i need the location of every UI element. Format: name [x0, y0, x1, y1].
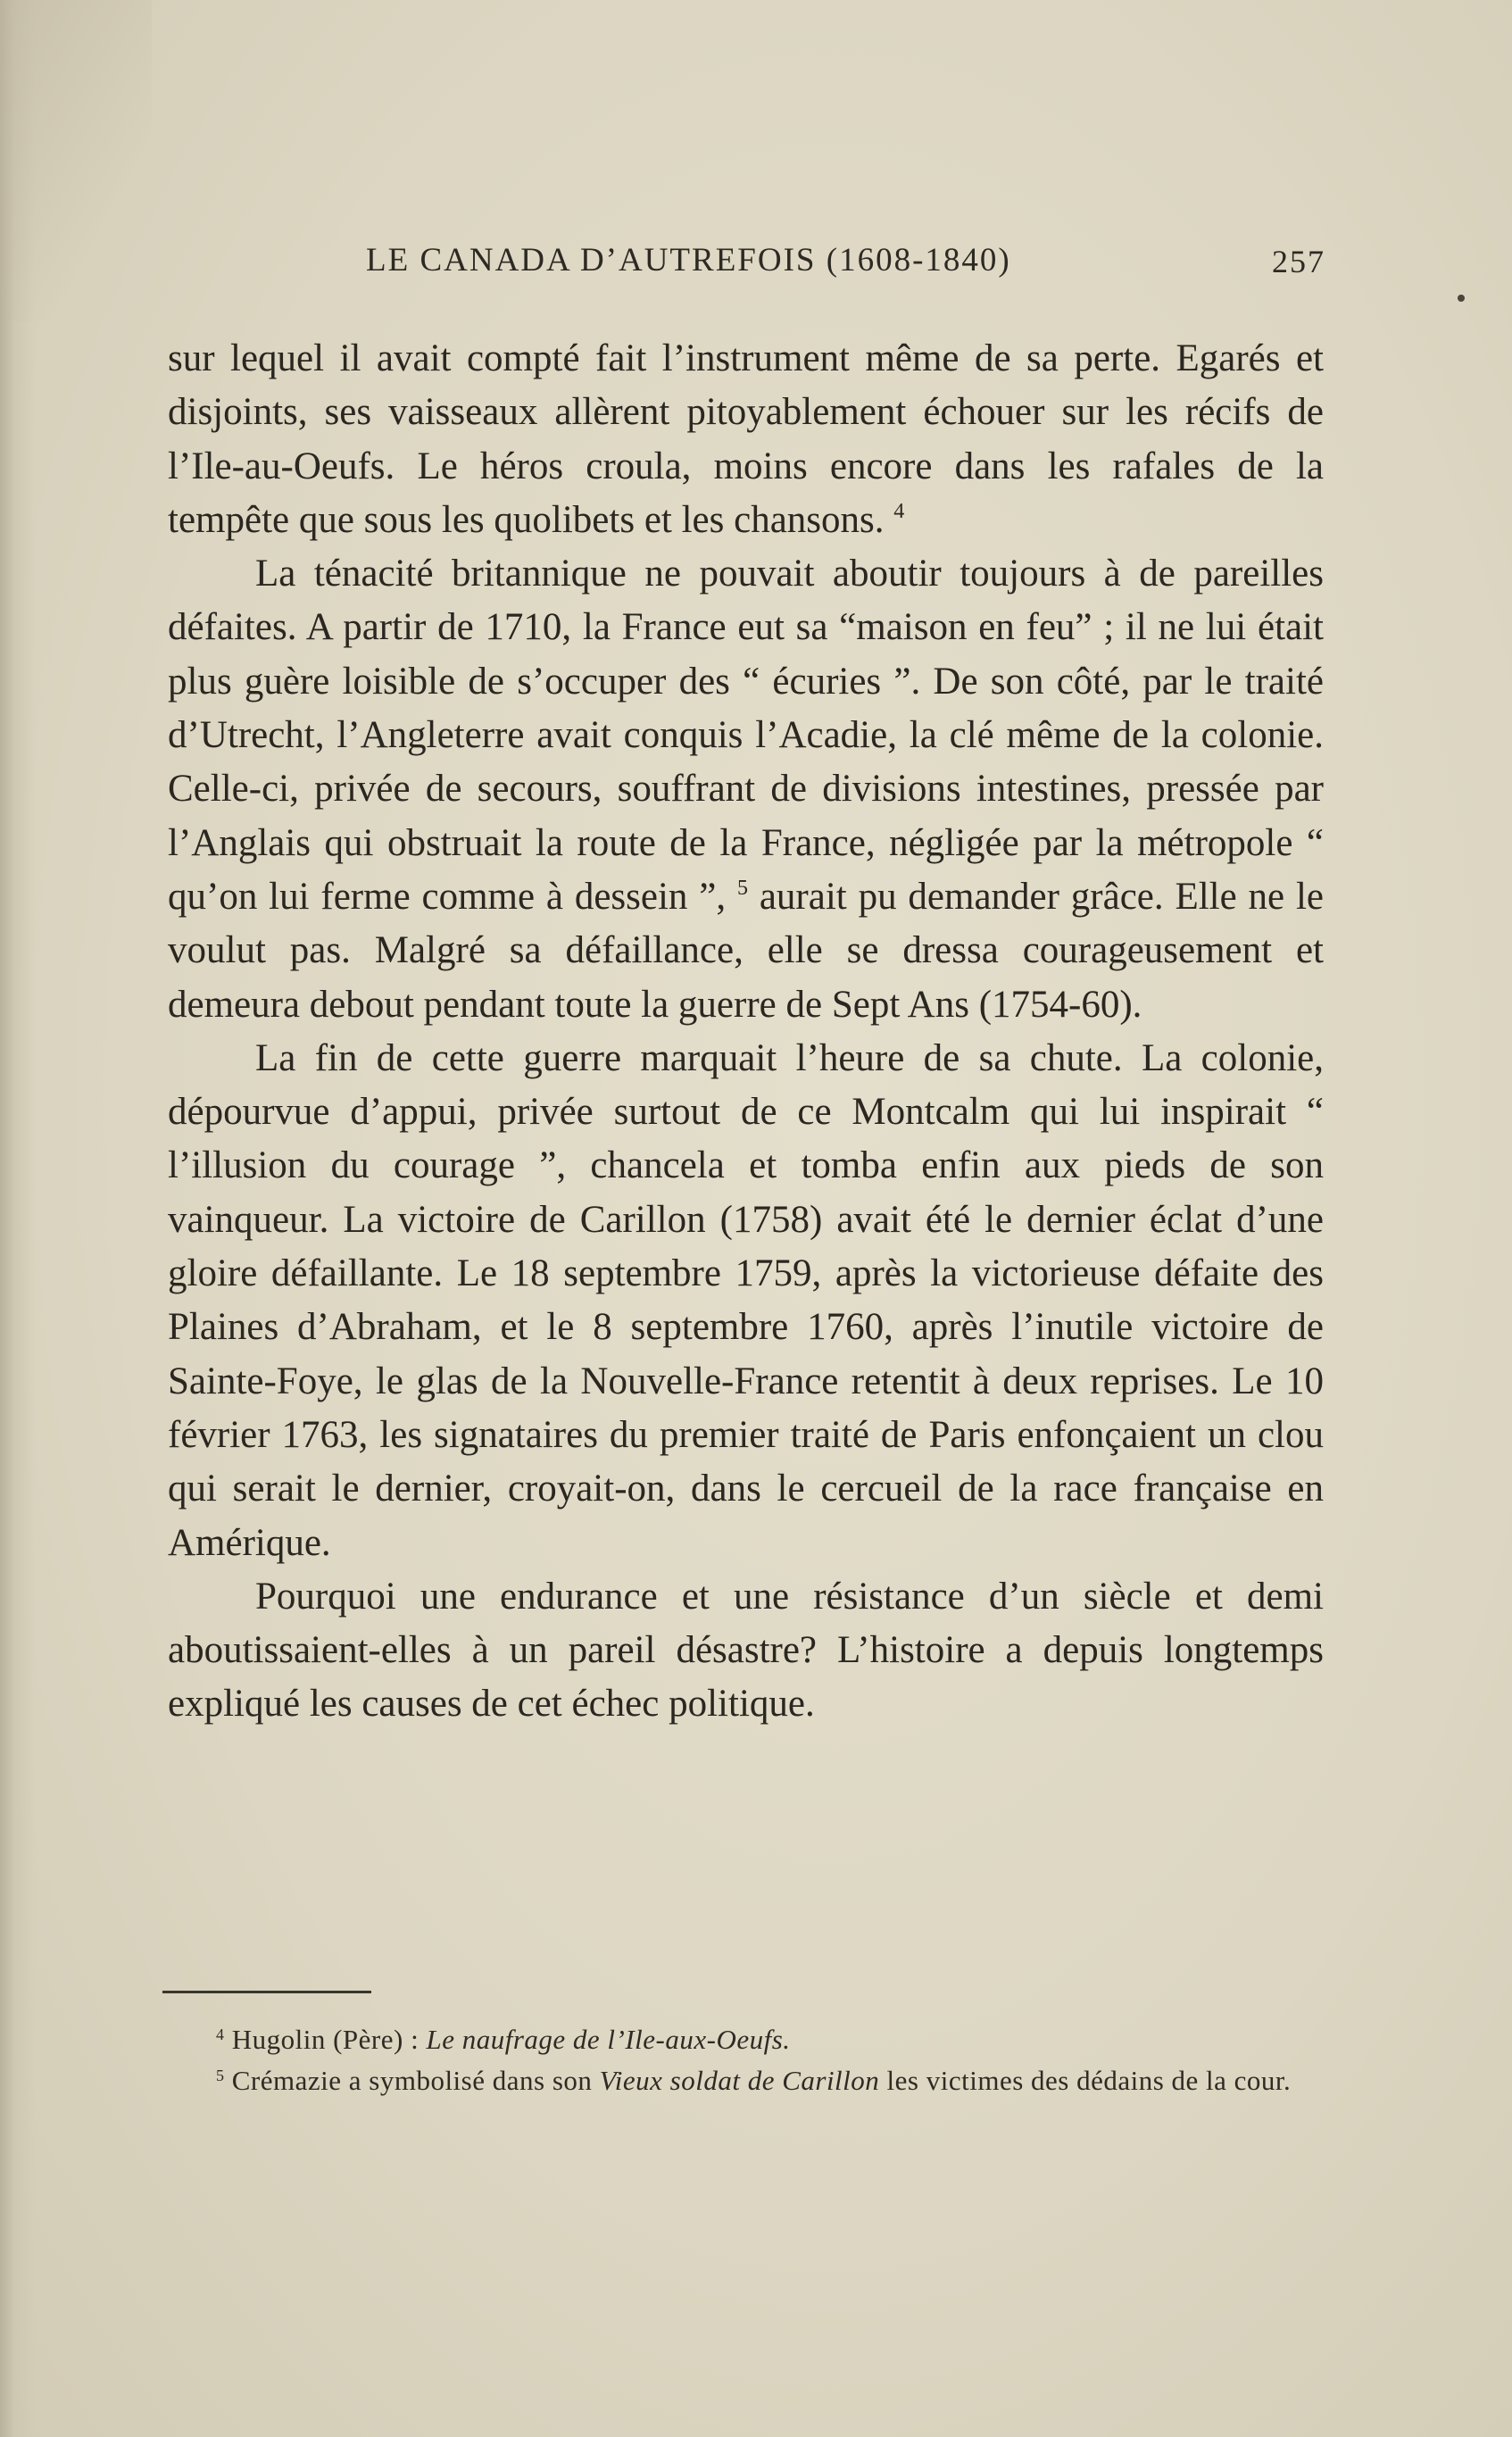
page-fold-shadow	[0, 0, 36, 2437]
footnote-ref-5: 5	[736, 876, 748, 900]
footnote-ref-4: 4	[893, 499, 905, 523]
paragraph-2-text-b: aurait pu demander grâce. Elle ne le voulut pas. Malgré sa défaillance, elle se dressa courageusement et demeura debout pendant toute la guerre de Sept Ans (1754-60).	[168, 875, 1325, 1026]
body-text	[168, 332, 1324, 1732]
paragraph-1-text: sur lequel il avait compté fait l’instrument même de sa perte. Egarés et disjoints, ses vaisseaux allèrent pitoyablement échouer sur les récifs de l’Ile-au-Oeufs. Le héros croula, moins encore dans les rafales de la tempête que sous les quolibets et les chansons.	[168, 337, 1324, 541]
footnote-5-mark: 5	[216, 2067, 225, 2084]
paragraph-3: La fin de cette guerre marquait l’heure de sa chute. La colonie, dépourvue d’appui, privée surtout de ce Montcalm qui lui inspirait “ l’illusion du courage ”, chancela et tomba enfin aux pieds de son vainqueur. La victoire de Carillon (1758) avait été le dernier éclat d’une gloire défaillante. Le 18 septembre 1759, après la victorieuse défaite des Plaines d’Abraham, et le 8 septembre 1760, après l’inutile victoire de Sainte-Foye, le glas de la Nouvelle-France retentit à deux reprises. Le 10 février 1763, les signataires du premier traité de Paris enfonçaient un clou qui serait le dernier, croyait-on, dans le cercueil de la race française en Amérique.	[168, 1036, 1324, 1564]
footnote-5-text: Crémazie a symbolisé dans son	[231, 2065, 593, 2096]
footnotes	[162, 2019, 1309, 2101]
page-number: 257	[1272, 244, 1325, 279]
paragraph-1	[168, 332, 1324, 547]
ink-speck	[1458, 295, 1465, 302]
footnote-rule	[162, 1991, 371, 1993]
footnote-5	[162, 2060, 1309, 2101]
page-header	[366, 241, 1325, 295]
footnote-4-title: Le naufrage de l’Ile-aux-Oeufs.	[426, 2024, 791, 2055]
running-head: LE CANADA D’AUTREFOIS (1608-1840)	[366, 242, 1011, 279]
paragraph-2-text-a: La ténacité britannique ne pouvait aboutir toujours à de pareilles défaites. A partir de 1710, la France eut sa “maison en feu” ; il ne lui était plus guère loisible de s’occuper des “ écuries ”. De son côté, par le traité d’Utrecht, l’Angleterre avait conquis l’Acadie, la clé même de la colonie. Celle-ci, privée de secours, souffrant de divisions intestines, pressée par l’Anglais qui obstruait la route de la France, négligée par la métropole “ qu’on lui ferme comme à dessein ”,	[168, 553, 1324, 918]
footnote-5-rest: les victimes des dédains de la cour.	[886, 2065, 1292, 2096]
footnote-4-text: Hugolin (Père) :	[231, 2024, 420, 2055]
paragraph-2	[168, 547, 1324, 1032]
footnote-5-title: Vieux soldat de Carillon	[599, 2065, 880, 2096]
footnote-4	[162, 2019, 1309, 2060]
page-corner-crease	[0, 0, 152, 321]
paragraph-4: Pourquoi une endurance et une résistance d’un siècle et demi aboutissaient-elles à un pareil désastre? L’histoire a depuis longtemps expliqué les causes de cet échec politique.	[168, 1575, 1324, 1726]
footnote-4-mark: 4	[216, 2025, 225, 2043]
